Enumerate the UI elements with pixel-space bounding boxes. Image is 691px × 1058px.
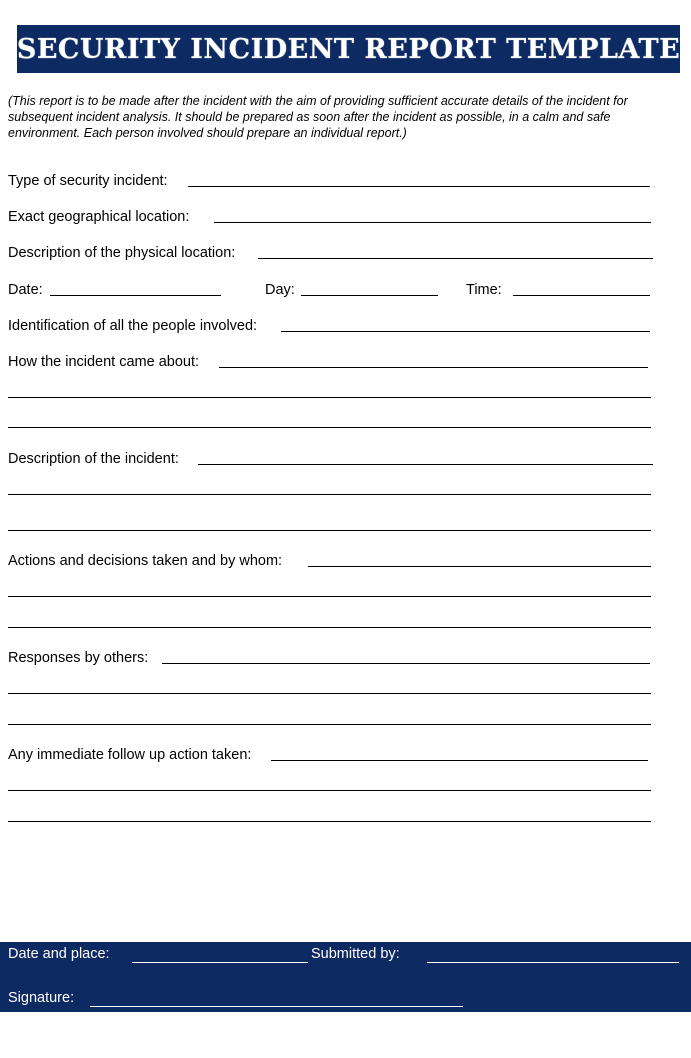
field-row-description xyxy=(8,448,179,468)
field-label-people: Identification of all the people involved: xyxy=(8,318,258,334)
field-row-date xyxy=(8,279,43,299)
actions-input-line-2[interactable] xyxy=(8,596,651,597)
field-row-time xyxy=(466,279,502,299)
description-input-line-3[interactable] xyxy=(8,530,651,531)
responses-input-line-3[interactable] xyxy=(8,724,651,725)
field-row-responses xyxy=(8,647,148,667)
field-label-description: Description of the incident: xyxy=(8,451,179,467)
field-label-time: Time: xyxy=(466,282,502,298)
date-input-line[interactable] xyxy=(50,295,221,296)
day-input-line[interactable] xyxy=(301,295,438,296)
followup-input-line-1[interactable] xyxy=(271,760,648,761)
followup-input-line-3[interactable] xyxy=(8,821,651,822)
how-input-line-1[interactable] xyxy=(219,367,648,368)
field-row-actions xyxy=(8,550,282,570)
field-label-date: Date: xyxy=(8,282,43,298)
actions-input-line-1[interactable] xyxy=(308,566,651,567)
intro-note: (This report is to be made after the incident with the aim of providing sufficient accurate details of the incident for subsequent incident analysis. It should be prepared as soon after the incident as possible, in a calm and safe environment. Each person involved should prepare an individual report.) xyxy=(8,94,628,140)
field-label-day: Day: xyxy=(265,282,295,298)
field-row-type xyxy=(8,170,168,190)
field-row-day xyxy=(265,279,295,299)
location-input-line[interactable] xyxy=(214,222,651,223)
time-input-line[interactable] xyxy=(513,295,650,296)
footer-bar xyxy=(0,942,691,1012)
type-input-line[interactable] xyxy=(188,186,650,187)
signature-input-line[interactable] xyxy=(90,1006,463,1007)
physical-input-line[interactable] xyxy=(258,258,653,259)
field-row-physical xyxy=(8,242,235,262)
title-banner xyxy=(17,25,680,73)
field-row-location xyxy=(8,206,189,226)
footer-label-date-place: Date and place: xyxy=(8,946,110,962)
field-row-followup xyxy=(8,744,251,764)
date-place-input-line[interactable] xyxy=(132,962,308,963)
submitted-by-input-line[interactable] xyxy=(427,962,679,963)
how-input-line-3[interactable] xyxy=(8,427,651,428)
field-row-how xyxy=(8,351,199,371)
actions-input-line-3[interactable] xyxy=(8,627,651,628)
field-label-how: How the incident came about: xyxy=(8,354,200,370)
responses-input-line-2[interactable] xyxy=(8,693,651,694)
field-row-people xyxy=(8,315,257,335)
followup-input-line-2[interactable] xyxy=(8,790,651,791)
responses-input-line-1[interactable] xyxy=(162,663,650,664)
field-label-followup: Any immediate follow up action taken: xyxy=(8,747,252,763)
field-label-responses: Responses by others: xyxy=(8,650,149,666)
footer-label-submitted-by: Submitted by: xyxy=(311,946,400,962)
page-title: SECURITY INCIDENT REPORT TEMPLATE xyxy=(16,33,681,65)
field-label-location: Exact geographical location: xyxy=(8,209,190,225)
field-label-type: Type of security incident: xyxy=(8,173,168,189)
description-input-line-1[interactable] xyxy=(198,464,653,465)
description-input-line-2[interactable] xyxy=(8,494,651,495)
field-label-physical: Description of the physical location: xyxy=(8,245,236,261)
field-label-actions: Actions and decisions taken and by whom: xyxy=(8,553,283,569)
how-input-line-2[interactable] xyxy=(8,397,651,398)
people-input-line[interactable] xyxy=(281,331,650,332)
footer-label-signature: Signature: xyxy=(8,990,75,1006)
